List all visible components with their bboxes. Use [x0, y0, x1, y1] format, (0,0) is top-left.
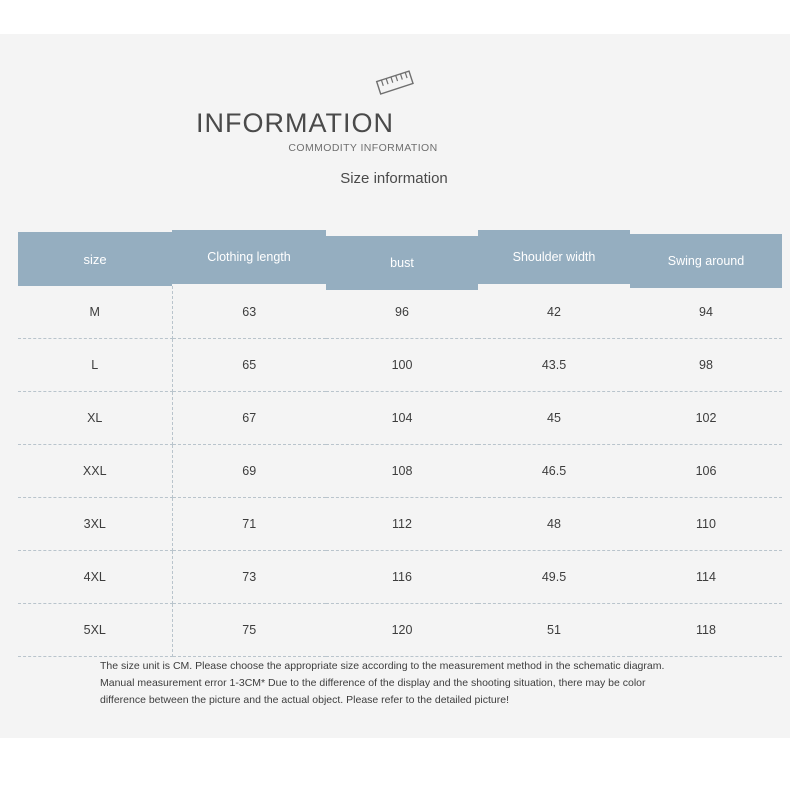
table-row: [18, 445, 782, 498]
section-label: Size information: [340, 170, 448, 187]
cell-swing-around: 118: [630, 604, 782, 657]
cell-size: M: [18, 286, 172, 339]
cell-size: 4XL: [18, 551, 172, 604]
cell-bust: 120: [326, 604, 478, 657]
note-line-2: Manual measurement error 1-3CM* Due to the difference of the display and the shooting situation, there may be color: [100, 677, 646, 689]
header-block: [0, 34, 790, 190]
page-title: INFORMATION: [196, 108, 394, 138]
cell-clothing-length: 67: [172, 392, 326, 445]
ruler-icon: [373, 66, 417, 100]
cell-bust: 96: [326, 286, 478, 339]
measurement-note: [100, 658, 700, 709]
note-line-3: difference between the picture and the actual object. Please refer to the detailed picture!: [100, 694, 509, 706]
page-subtitle: COMMODITY INFORMATION: [288, 142, 438, 154]
cell-bust: 104: [326, 392, 478, 445]
cell-size: XL: [18, 392, 172, 445]
cell-swing-around: 98: [630, 339, 782, 392]
cell-shoulder-width: 43.5: [478, 339, 630, 392]
cell-size: L: [18, 339, 172, 392]
cell-shoulder-width: 51: [478, 604, 630, 657]
cell-swing-around: 102: [630, 392, 782, 445]
size-table: [18, 232, 782, 657]
cell-clothing-length: 71: [172, 498, 326, 551]
cell-clothing-length: 73: [172, 551, 326, 604]
cell-bust: 116: [326, 551, 478, 604]
cell-shoulder-width: 48: [478, 498, 630, 551]
size-table-wrapper: [18, 232, 772, 657]
column-header-swing-around: Swing around: [630, 234, 782, 288]
cell-swing-around: 106: [630, 445, 782, 498]
cell-size: 5XL: [18, 604, 172, 657]
cell-swing-around: 110: [630, 498, 782, 551]
cell-shoulder-width: 45: [478, 392, 630, 445]
column-header-bust: bust: [326, 236, 478, 290]
cell-swing-around: 94: [630, 286, 782, 339]
table-row: [18, 286, 782, 339]
table-head: [18, 232, 782, 286]
table-row: [18, 498, 782, 551]
table-row: [18, 551, 782, 604]
cell-bust: 108: [326, 445, 478, 498]
cell-size: XXL: [18, 445, 172, 498]
top-white-strip: [0, 0, 790, 34]
cell-bust: 100: [326, 339, 478, 392]
table-row: [18, 392, 782, 445]
cell-size: 3XL: [18, 498, 172, 551]
table-row: [18, 604, 782, 657]
cell-clothing-length: 65: [172, 339, 326, 392]
note-line-1: The size unit is CM. Please choose the appropriate size according to the measurement method in the schematic diagram.: [100, 660, 665, 672]
bottom-white-strip: [0, 738, 790, 790]
column-header-clothing-length: Clothing length: [172, 230, 326, 284]
column-header-size: size: [18, 232, 172, 286]
cell-shoulder-width: 46.5: [478, 445, 630, 498]
cell-clothing-length: 75: [172, 604, 326, 657]
cell-clothing-length: 69: [172, 445, 326, 498]
cell-shoulder-width: 42: [478, 286, 630, 339]
column-header-shoulder-width: Shoulder width: [478, 230, 630, 284]
cell-clothing-length: 63: [172, 286, 326, 339]
cell-swing-around: 114: [630, 551, 782, 604]
table-header-row: [18, 232, 782, 286]
cell-shoulder-width: 49.5: [478, 551, 630, 604]
table-body: [18, 286, 782, 657]
cell-bust: 112: [326, 498, 478, 551]
table-row: [18, 339, 782, 392]
